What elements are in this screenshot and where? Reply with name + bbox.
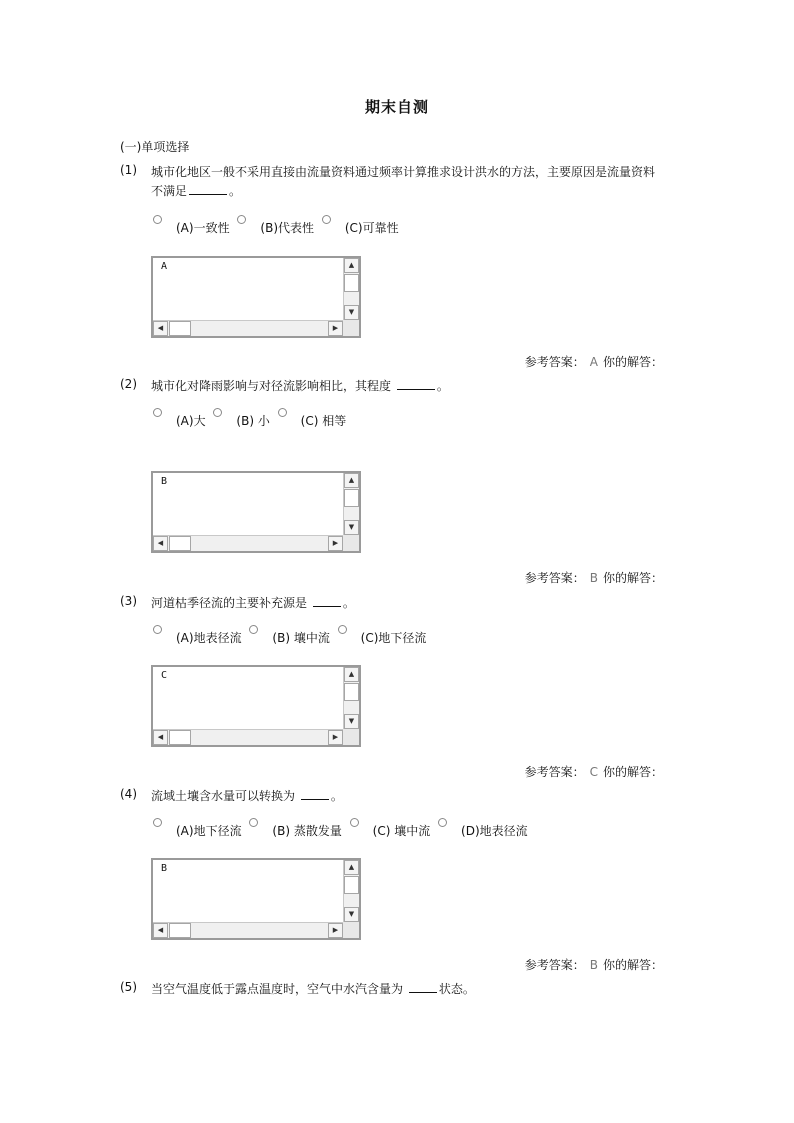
option-b[interactable]: (B) 蒸散发量 bbox=[249, 822, 341, 839]
reference-line: 参考答案： B 你的解答： bbox=[524, 958, 663, 972]
horizontal-scrollbar[interactable] bbox=[153, 922, 359, 938]
scroll-thumb[interactable] bbox=[344, 489, 359, 507]
scroll-corner bbox=[343, 320, 359, 336]
radio-icon[interactable] bbox=[153, 408, 162, 417]
options-group bbox=[153, 629, 430, 646]
radio-icon[interactable] bbox=[153, 215, 162, 224]
question-text: 当空气温度低于露点温度时，空气中水汽含量为 状态。 bbox=[151, 982, 475, 996]
answer-blank bbox=[189, 182, 227, 195]
answer-blank bbox=[409, 980, 437, 993]
reference-line: 参考答案： C 你的解答： bbox=[524, 765, 663, 779]
radio-icon[interactable] bbox=[338, 625, 347, 634]
scroll-thumb[interactable] bbox=[344, 274, 359, 292]
options-group bbox=[153, 412, 350, 429]
reference-answer: B bbox=[589, 958, 598, 972]
scroll-corner bbox=[343, 729, 359, 745]
radio-icon[interactable] bbox=[249, 818, 258, 827]
option-c[interactable]: (C) 壤中流 bbox=[350, 822, 431, 839]
question-text: 河道枯季径流的主要补充源是 。 bbox=[151, 596, 355, 610]
scroll-corner bbox=[343, 922, 359, 938]
option-a[interactable]: (A)一致性 bbox=[153, 219, 230, 236]
scroll-up-icon[interactable]: ▲ bbox=[344, 473, 359, 488]
question-number: (2) bbox=[120, 377, 137, 391]
section-title: (一)单项选择 bbox=[120, 140, 190, 154]
reference-answer: B bbox=[589, 571, 598, 585]
scroll-down-icon[interactable]: ▼ bbox=[344, 907, 359, 922]
horizontal-scrollbar[interactable] bbox=[153, 320, 359, 336]
scroll-corner bbox=[343, 535, 359, 551]
answer-textarea[interactable]: A ▲ ▼ ◀ ▶ bbox=[151, 256, 361, 338]
scroll-up-icon[interactable]: ▲ bbox=[344, 860, 359, 875]
answer-textarea[interactable]: B ▲ ▼ ◀ ▶ bbox=[151, 471, 361, 553]
question-number: (3) bbox=[120, 594, 137, 608]
radio-icon[interactable] bbox=[153, 818, 162, 827]
option-c[interactable]: (C) 相等 bbox=[278, 412, 347, 429]
reference-line: 参考答案： B 你的解答： bbox=[524, 571, 663, 585]
horizontal-scrollbar[interactable] bbox=[153, 535, 359, 551]
radio-icon[interactable] bbox=[350, 818, 359, 827]
scroll-thumb[interactable] bbox=[169, 923, 191, 938]
scroll-left-icon[interactable]: ◀ bbox=[153, 536, 168, 551]
scroll-down-icon[interactable]: ▼ bbox=[344, 305, 359, 320]
option-c[interactable]: (C)地下径流 bbox=[338, 629, 427, 646]
scroll-thumb[interactable] bbox=[169, 321, 191, 336]
answer-blank bbox=[301, 787, 329, 800]
scroll-up-icon[interactable]: ▲ bbox=[344, 667, 359, 682]
vertical-scrollbar[interactable] bbox=[343, 258, 359, 320]
question-number: (1) bbox=[120, 163, 137, 177]
page-title: 期末自测 bbox=[364, 98, 429, 116]
scroll-thumb[interactable] bbox=[169, 536, 191, 551]
options-group bbox=[153, 219, 403, 236]
reference-answer: C bbox=[589, 765, 598, 779]
radio-icon[interactable] bbox=[237, 215, 246, 224]
scroll-left-icon[interactable]: ◀ bbox=[153, 923, 168, 938]
option-a[interactable]: (A)地表径流 bbox=[153, 629, 242, 646]
answer-blank bbox=[313, 594, 341, 607]
option-b[interactable]: (B) 小 bbox=[213, 412, 269, 429]
reference-answer: A bbox=[589, 355, 598, 369]
option-a[interactable]: (A)地下径流 bbox=[153, 822, 242, 839]
vertical-scrollbar[interactable] bbox=[343, 860, 359, 922]
scroll-down-icon[interactable]: ▼ bbox=[344, 520, 359, 535]
answer-textarea[interactable]: B ▲ ▼ ◀ ▶ bbox=[151, 858, 361, 940]
radio-icon[interactable] bbox=[153, 625, 162, 634]
scroll-thumb[interactable] bbox=[344, 876, 359, 894]
option-d[interactable]: (D)地表径流 bbox=[438, 822, 528, 839]
vertical-scrollbar[interactable] bbox=[343, 667, 359, 729]
option-a[interactable]: (A)大 bbox=[153, 412, 206, 429]
scroll-left-icon[interactable]: ◀ bbox=[153, 321, 168, 336]
reference-line: 参考答案： A 你的解答： bbox=[524, 355, 663, 369]
scroll-right-icon[interactable]: ▶ bbox=[328, 923, 343, 938]
question-number: (5) bbox=[120, 980, 137, 994]
option-b[interactable]: (B)代表性 bbox=[237, 219, 314, 236]
scroll-thumb[interactable] bbox=[344, 683, 359, 701]
question-text: 流域土壤含水量可以转换为 。 bbox=[151, 789, 343, 803]
question-number: (4) bbox=[120, 787, 137, 801]
scroll-left-icon[interactable]: ◀ bbox=[153, 730, 168, 745]
scroll-right-icon[interactable]: ▶ bbox=[328, 536, 343, 551]
scroll-up-icon[interactable]: ▲ bbox=[344, 258, 359, 273]
vertical-scrollbar[interactable] bbox=[343, 473, 359, 535]
answer-blank bbox=[397, 377, 435, 390]
scroll-right-icon[interactable]: ▶ bbox=[328, 321, 343, 336]
option-b[interactable]: (B) 壤中流 bbox=[249, 629, 329, 646]
radio-icon[interactable] bbox=[278, 408, 287, 417]
options-group bbox=[153, 822, 532, 839]
question-text: 城市化对降雨影响与对径流影响相比，其程度 。 bbox=[151, 379, 449, 393]
scroll-thumb[interactable] bbox=[169, 730, 191, 745]
answer-textarea[interactable]: C ▲ ▼ ◀ ▶ bbox=[151, 665, 361, 747]
radio-icon[interactable] bbox=[322, 215, 331, 224]
scroll-down-icon[interactable]: ▼ bbox=[344, 714, 359, 729]
question-text: 城市化地区一般不采用直接由流量资料通过频率计算推求设计洪水的方法，主要原因是流量资料不满足 。 bbox=[151, 165, 656, 198]
radio-icon[interactable] bbox=[213, 408, 222, 417]
scroll-right-icon[interactable]: ▶ bbox=[328, 730, 343, 745]
option-c[interactable]: (C)可靠性 bbox=[322, 219, 399, 236]
radio-icon[interactable] bbox=[249, 625, 258, 634]
horizontal-scrollbar[interactable] bbox=[153, 729, 359, 745]
radio-icon[interactable] bbox=[438, 818, 447, 827]
